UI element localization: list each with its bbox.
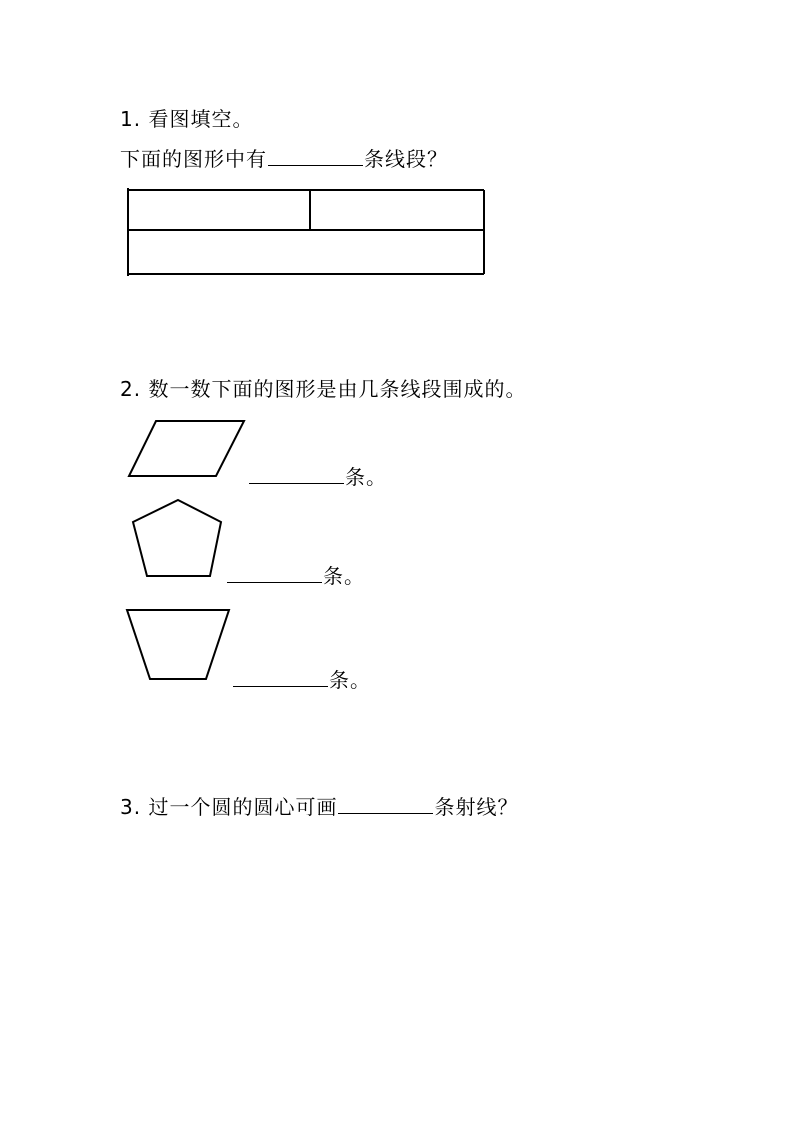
- q2-item-3-answer-blank[interactable]: [233, 668, 328, 687]
- q3-answer-blank[interactable]: [338, 795, 433, 814]
- q2-item-1: [248, 465, 387, 489]
- q3-prompt-before: 3. 过一个圆的圆心可画: [120, 795, 338, 819]
- q2-item-1-suffix: 条。: [345, 465, 387, 489]
- q2-item-3: [232, 668, 371, 692]
- q1-prompt-before: 下面的图形中有: [120, 147, 267, 171]
- q1-title: 1. 看图填空。: [120, 107, 254, 131]
- pentagon-outline: [133, 500, 221, 576]
- q2-title: 2. 数一数下面的图形是由几条线段围成的。: [120, 377, 527, 401]
- q2-item-2-suffix: 条。: [323, 564, 365, 588]
- parallelogram-outline: [129, 421, 244, 476]
- q2-item-3-suffix: 条。: [329, 668, 371, 692]
- q3-prompt-after: 条射线？: [434, 795, 519, 819]
- q3-prompt: [120, 795, 518, 819]
- q2-item-1-answer-blank[interactable]: [249, 465, 344, 484]
- trapezoid-outline: [127, 610, 229, 679]
- q1-prompt-after: 条线段？: [364, 147, 448, 171]
- q2-item-2: [226, 564, 365, 588]
- q2-item-2-answer-blank[interactable]: [227, 564, 322, 583]
